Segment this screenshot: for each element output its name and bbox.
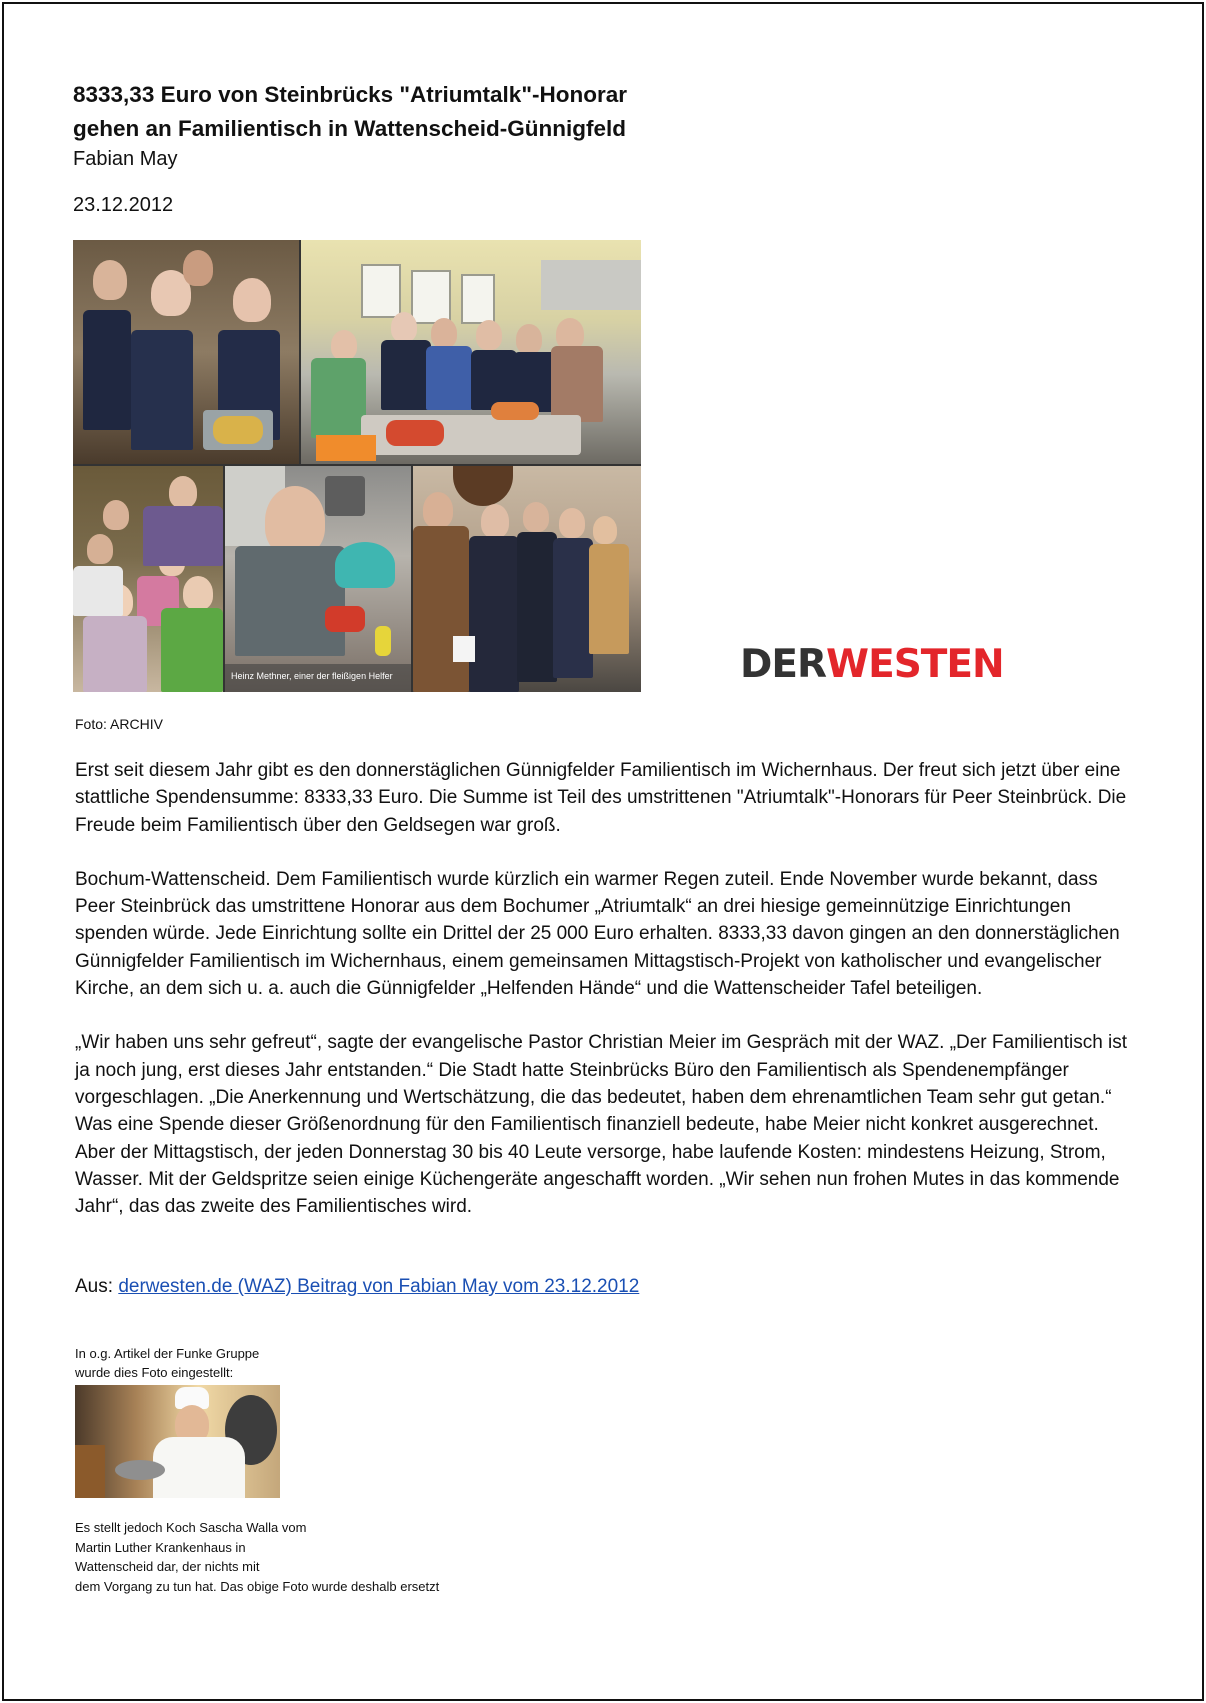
- logo-part-westen: WESTEN: [826, 642, 1004, 687]
- photo-credit: Foto: ARCHIV: [75, 716, 163, 732]
- article-header: [73, 78, 1133, 218]
- paragraph-3: „Wir haben uns sehr gefreut“, sagte der evangelische Pastor Christian Meier im Gespräch mit der WAZ. „Der Familientisch ist ja noch jung, erst dieses Jahr entstanden.“ Die Stadt hatte Steinbrücks Büro den Familientisch als Spendenempfänger vorgeschlagen. „Die Anerkennung und Wertschätzung, die das bedeutet, haben dem ehrenamtlichen Team sehr gut getan.“ Was eine Spende dieser Größenordnung für den Familientisch finanziell bedeute, habe Meier nicht konkret ausgerechnet. Aber der Mittagstisch, der jeden Donnerstag 30 bis 40 Leute versorge, habe laufende Kosten: mindestens Heizung, Strom, Wasser. Mit der Geldspritze seien einige Küchengeräte angeschafft worden. „Wir sehen nun frohen Mutes in das kommende Jahr“, das das zweite des Familientisches wird.: [75, 1032, 1128, 1218]
- derwesten-logo: [740, 642, 1004, 687]
- source-line: [75, 1276, 639, 1298]
- note-line-2: wurde dies Foto eingestellt:: [75, 1365, 234, 1380]
- source-link[interactable]: derwesten.de (WAZ) Beitrag von Fabian May vom 23.12.2012: [118, 1276, 640, 1297]
- logo-part-der: DER: [740, 642, 827, 687]
- photo-inset-caption: Heinz Methner, einer der fleißigen Helfer: [231, 671, 393, 681]
- title-line-2: gehen an Familientisch in Wattenscheid-Günnigfeld: [73, 116, 626, 141]
- photo-tile-bottom-right: [413, 466, 641, 692]
- paragraph-2: Bochum-Wattenscheid. Dem Familientisch wurde kürzlich ein warmer Regen zuteil. Ende November wurde bekannt, dass Peer Steinbrück das umstrittene Honorar aus dem Bochumer „Atriumtalk“ an drei hiesige gemeinnützige Einrichtungen spenden würde. Jede Einrichtung sollte ein Drittel der 25 000 Euro erhalten. 8333,33 davon gingen an den donnerstäglichen Günnigfelder Familientisch im Wichernhaus, einem gemeinsamen Mittagstisch-Projekt von katholischer und evangelischer Kirche, an dem sich u. a. auch die Günnigfelder „Helfenden Hände“ und die Wattenscheider Tafel beteiligen.: [75, 868, 1120, 1000]
- note-line-1: In o.g. Artikel der Funke Gruppe: [75, 1346, 260, 1361]
- photo-tile-top-right: [301, 240, 641, 464]
- note-line-3: Es stellt jedoch Koch Sascha Walla vom: [75, 1520, 307, 1535]
- note-explanation: [75, 1518, 439, 1596]
- article-body: [75, 757, 1135, 1247]
- paragraph-1: Erst seit diesem Jahr gibt es den donnerstäglichen Günnigfelder Familientisch im Wichernhaus. Der freut sich jetzt über eine stattliche Spendensumme: 8333,33 Euro. Die Summe ist Teil des umstrittenen "Atriumtalk"-Honorars für Peer Steinbrück. Die Freude beim Familientisch über den Geldsegen war groß.: [75, 760, 1127, 836]
- note-intro: [75, 1344, 259, 1382]
- photo-tile-bottom-middle: [225, 466, 411, 692]
- title-line-1: 8333,33 Euro von Steinbrücks "Atriumtalk"-Honorar: [73, 82, 627, 107]
- note-line-4: Martin Luther Krankenhaus in: [75, 1539, 246, 1555]
- source-prefix: Aus:: [75, 1276, 114, 1297]
- photo-collage: [73, 240, 641, 692]
- article-date: 23.12.2012: [73, 194, 174, 216]
- note-line-6: dem Vorgang zu tun hat. Das obige Foto wurde deshalb ersetzt: [75, 1578, 440, 1594]
- article-author: Fabian May: [73, 148, 178, 170]
- chef-photo: [75, 1385, 280, 1498]
- article-title: [73, 78, 1133, 146]
- photo-tile-bottom-left: [73, 466, 223, 692]
- note-line-5: Wattenscheid dar, der nichts mit: [75, 1559, 260, 1574]
- photo-tile-top-left: [73, 240, 299, 464]
